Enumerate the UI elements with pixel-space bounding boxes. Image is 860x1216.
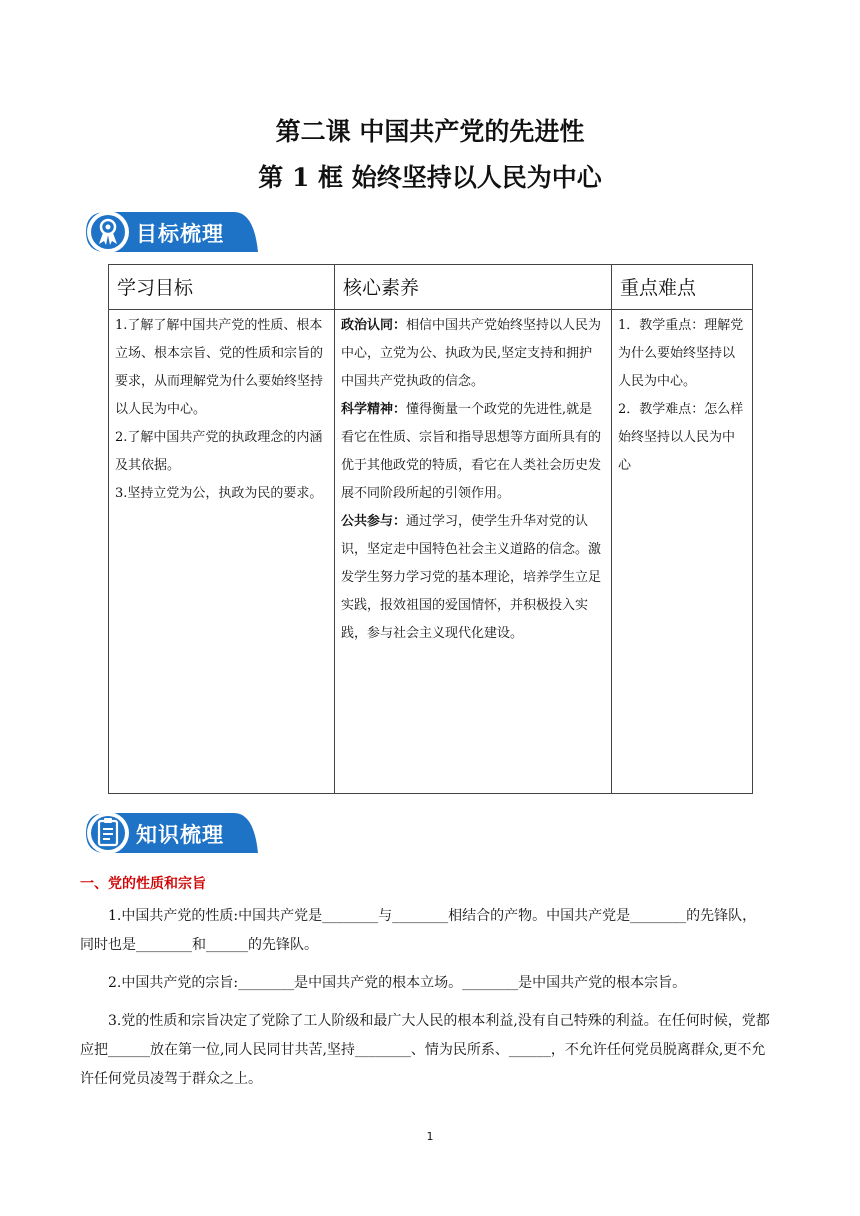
header-key-points: 重点难点 bbox=[612, 265, 753, 310]
goals-table bbox=[108, 264, 753, 794]
key-point-item: 2．教学难点：怎么样始终坚持以人民为中心 bbox=[618, 402, 744, 473]
key-point-item: 1．教学重点：理解党为什么要始终坚持以人民为中心。 bbox=[618, 318, 744, 389]
paragraph-interests: 3.党的性质和宗旨决定了党除了工人阶级和最广大人民的根本利益,没有自己特殊的利益。在任何时候，党都应把______放在第一位,同人民同甘共苦,坚持________、情为民所系、______，不允许任何党员脱离群众,更不允许任何党员凌驾于群众之上。 bbox=[80, 1013, 770, 1087]
lesson-title: 第二课 中国共产党的先进性 bbox=[275, 117, 585, 146]
section-title: 第 1 框 始终坚持以人民为中心 bbox=[258, 163, 602, 192]
literacy-keyword: 科学精神： bbox=[341, 402, 407, 417]
table-header-row bbox=[109, 265, 753, 310]
learning-goals-cell bbox=[109, 310, 335, 794]
table-row bbox=[109, 310, 753, 794]
goal-item: 2.了解中国共产党的执政理念的内涵及其依据。 bbox=[115, 430, 323, 473]
knowledge-banner-label: 知识梳理 bbox=[136, 823, 224, 847]
page-number: 1 bbox=[426, 1130, 434, 1143]
paragraph-purpose: 2.中国共产党的宗旨:________是中国共产党的根本立场。________是中国共产党的根本宗旨。 bbox=[108, 975, 687, 991]
goal-item: 1.了解了解中国共产党的性质、根本立场、根本宗旨、党的性质和宗旨的要求，从而理解党为什么要始终坚持以人民为中心。 bbox=[115, 318, 324, 417]
literacy-text: 通过学习，使学生升华对党的认识，坚定走中国特色社会主义道路的信念。激发学生努力学习党的基本理论，培养学生立足实践，报效祖国的爱国情怀，并积极投入实践，参与社会主义现代化建设。 bbox=[341, 514, 602, 641]
literacy-item bbox=[341, 396, 605, 508]
award-icon bbox=[84, 208, 132, 256]
header-learning-goals: 学习目标 bbox=[109, 265, 335, 310]
literacy-item bbox=[341, 508, 605, 648]
header-core-literacy: 核心素养 bbox=[335, 265, 612, 310]
literacy-keyword: 政治认同： bbox=[341, 318, 407, 333]
clipboard-icon bbox=[84, 809, 132, 857]
literacy-item bbox=[341, 312, 605, 396]
goals-banner-label: 目标梳理 bbox=[136, 222, 224, 246]
goal-item: 3.坚持立党为公，执政为民的要求。 bbox=[115, 486, 323, 501]
core-literacy-cell bbox=[335, 310, 612, 794]
literacy-keyword: 公共参与： bbox=[341, 514, 407, 529]
literacy-text: 懂得衡量一个政党的先进性,就是看它在性质、宗旨和指导思想等方面所具有的优于其他政党的特质，看它在人类社会历史发展不同阶段所起的引领作用。 bbox=[341, 402, 602, 501]
section-heading: 一、党的性质和宗旨 bbox=[80, 876, 206, 892]
knowledge-banner bbox=[84, 809, 260, 857]
paragraph-nature: 1.中国共产党的性质:中国共产党是________与________相结合的产物。中国共产党是________的先锋队，同时也是________和______的先锋队。 bbox=[80, 908, 757, 953]
key-points-cell bbox=[612, 310, 753, 794]
literacy-text: 相信中国共产党始终坚持以人民为中心，立党为公、执政为民,坚定支持和拥护中国共产党执政的信念。 bbox=[341, 318, 602, 389]
goals-banner bbox=[84, 208, 260, 256]
